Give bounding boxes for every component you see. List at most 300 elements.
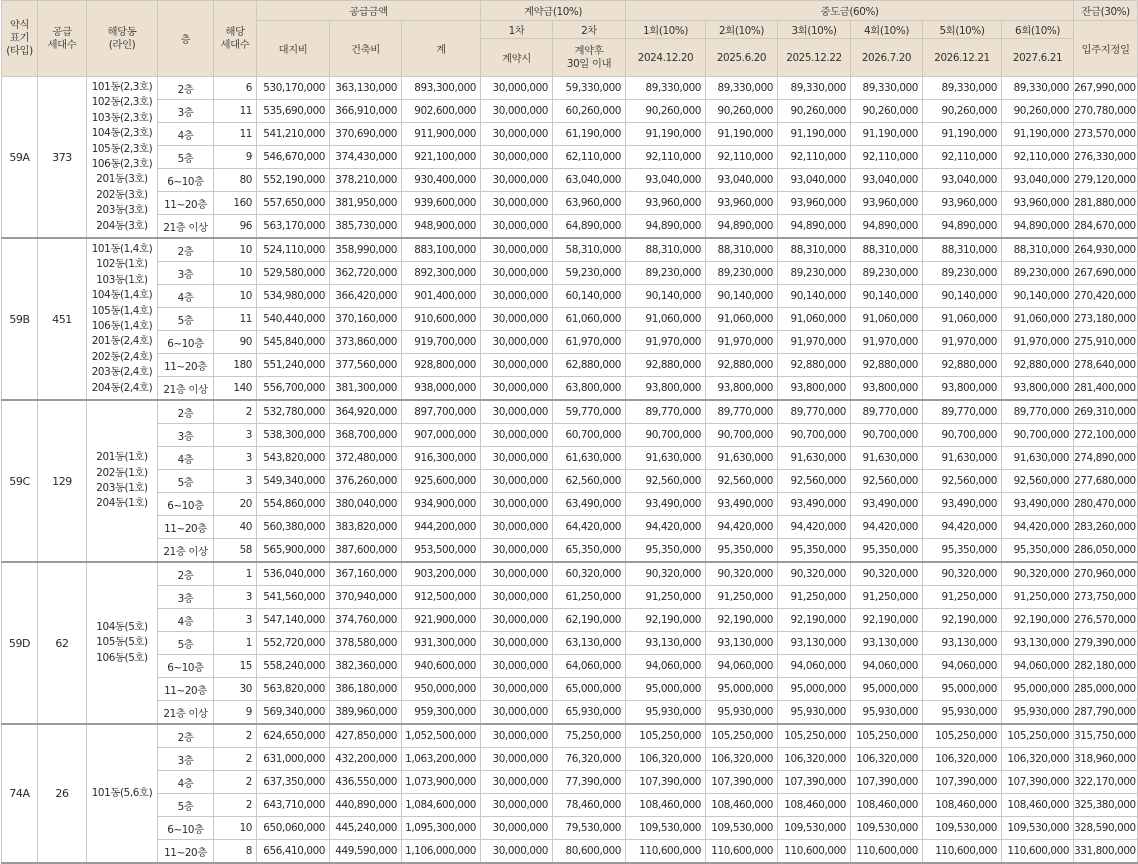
middle-payment-cell: 92,560,000 [778,470,851,493]
middle-payment-cell: 90,260,000 [923,100,1002,123]
middle-payment-cell: 91,630,000 [706,447,778,470]
middle-payment-cell: 92,110,000 [1002,146,1074,169]
deposit-2-cell: 63,800,000 [553,377,626,401]
deposit-1-cell: 30,000,000 [481,424,553,447]
middle-payment-cell: 91,250,000 [1002,586,1074,609]
units-cell: 140 [214,377,257,401]
total-price-cell: 938,000,000 [402,377,481,401]
middle-payment-cell: 90,260,000 [706,100,778,123]
dong-line: 106동(1,4호) [91,320,153,332]
supply-units-header-line: 공급 [52,25,72,38]
deposit-2-cell: 62,560,000 [553,470,626,493]
middle-payment-cell: 110,600,000 [778,840,851,864]
units-cell: 3 [214,424,257,447]
middle-payment-cell: 90,140,000 [706,285,778,308]
middle-payment-cell: 108,460,000 [851,794,923,817]
units-cell: 10 [214,262,257,285]
supply-price-table [1,0,1138,864]
middle-payment-cell: 95,350,000 [851,539,923,563]
total-price-cell: 948,900,000 [402,215,481,239]
middle-payment-cell: 105,250,000 [778,724,851,748]
balance-cell: 285,000,000 [1074,678,1138,701]
balance-cell: 273,750,000 [1074,586,1138,609]
middle-round-date: 2027.6.21 [1002,39,1074,77]
table-row [2,424,1138,447]
balance-cell: 286,050,000 [1074,539,1138,563]
type-cell: 59C [2,400,38,562]
dong-line: 203동(1호) [96,482,148,494]
middle-round-date: 2025.12.22 [778,39,851,77]
units-header [214,1,257,77]
total-price-cell: 903,200,000 [402,562,481,586]
total-price-cell: 921,900,000 [402,609,481,632]
building-price-cell: 374,430,000 [330,146,402,169]
middle-payment-cell: 92,880,000 [706,354,778,377]
deposit-2-when [553,39,626,77]
balance-cell: 272,100,000 [1074,424,1138,447]
middle-payment-cell: 89,770,000 [923,400,1002,424]
building-price-cell: 378,580,000 [330,632,402,655]
land-price-cell: 558,240,000 [257,655,330,678]
middle-payment-cell: 108,460,000 [626,794,706,817]
deposit-2-header: 2차 [553,21,626,39]
deposit-2-cell: 78,460,000 [553,794,626,817]
building-price-cell: 370,160,000 [330,308,402,331]
total-price-cell: 1,052,500,000 [402,724,481,748]
middle-payment-cell: 105,250,000 [1002,724,1074,748]
middle-payment-cell: 94,060,000 [1002,655,1074,678]
dong-line: 204동(3호) [96,219,148,232]
dong-line: 104동(1,4호) [91,289,153,302]
table-header [2,1,1138,77]
units-cell: 2 [214,794,257,817]
deposit-1-cell: 30,000,000 [481,215,553,239]
total-price-cell: 916,300,000 [402,447,481,470]
building-price-cell: 367,160,000 [330,562,402,586]
middle-payment-cell: 90,140,000 [923,285,1002,308]
floor-cell: 2층 [158,400,214,424]
middle-payment-cell: 91,190,000 [706,123,778,146]
middle-payment-cell: 93,800,000 [851,377,923,401]
middle-payment-cell: 93,800,000 [923,377,1002,401]
middle-payment-cell: 93,800,000 [778,377,851,401]
units-cell: 11 [214,123,257,146]
balance-cell: 276,330,000 [1074,146,1138,169]
building-price-cell: 445,240,000 [330,817,402,840]
deposit-2-cell: 65,000,000 [553,678,626,701]
deposit-2-cell: 61,970,000 [553,331,626,354]
table-row [2,262,1138,285]
balance-cell: 269,310,000 [1074,400,1138,424]
dong-line: 103동(2,3호) [91,111,153,124]
middle-payment-cell: 91,970,000 [1002,331,1074,354]
balance-cell: 322,170,000 [1074,771,1138,794]
table-row [2,748,1138,771]
supply-units-cell: 129 [38,400,87,562]
units-cell: 15 [214,655,257,678]
land-price-cell: 536,040,000 [257,562,330,586]
middle-payment-cell: 89,230,000 [626,262,706,285]
middle-payment-cell: 94,060,000 [626,655,706,678]
middle-payment-cell: 107,390,000 [923,771,1002,794]
middle-payment-cell: 91,250,000 [923,586,1002,609]
table-row [2,238,1138,262]
land-price-cell: 532,780,000 [257,400,330,424]
units-cell: 40 [214,516,257,539]
floor-cell: 11~20층 [158,678,214,701]
table-row [2,331,1138,354]
floor-cell: 3층 [158,424,214,447]
middle-payment-cell: 92,110,000 [626,146,706,169]
middle-payment-cell: 93,130,000 [923,632,1002,655]
middle-payment-cell: 93,490,000 [1002,493,1074,516]
middle-payment-cell: 107,390,000 [778,771,851,794]
total-price-cell: 907,000,000 [402,424,481,447]
balance-cell: 282,180,000 [1074,655,1138,678]
units-cell: 10 [214,238,257,262]
deposit-2-cell: 76,320,000 [553,748,626,771]
deposit-1-cell: 30,000,000 [481,516,553,539]
middle-payment-cell: 94,890,000 [626,215,706,239]
units-cell: 2 [214,724,257,748]
land-price-cell: 547,140,000 [257,609,330,632]
middle-payment-cell: 90,260,000 [778,100,851,123]
middle-payment-cell: 92,190,000 [923,609,1002,632]
middle-payment-cell: 88,310,000 [1002,238,1074,262]
floor-cell: 5층 [158,794,214,817]
deposit-2-cell: 62,880,000 [553,354,626,377]
building-price-cell: 370,940,000 [330,586,402,609]
deposit-2-cell: 61,250,000 [553,586,626,609]
type-header [2,1,38,77]
deposit-1-cell: 30,000,000 [481,609,553,632]
land-price-cell: 563,820,000 [257,678,330,701]
units-cell: 30 [214,678,257,701]
middle-payment-cell: 90,700,000 [778,424,851,447]
land-price-cell: 552,720,000 [257,632,330,655]
units-cell: 1 [214,632,257,655]
dong-line: 106동(5호) [96,651,148,664]
supply-units-cell: 62 [38,562,87,724]
deposit-1-cell: 30,000,000 [481,400,553,424]
dong-header-line: 해당동 [107,25,137,38]
floor-cell: 11~20층 [158,354,214,377]
deposit-2-cell: 60,320,000 [553,562,626,586]
land-price-cell: 656,410,000 [257,840,330,864]
middle-payment-cell: 108,460,000 [923,794,1002,817]
dong-header [87,1,158,77]
middle-payment-cell: 91,060,000 [626,308,706,331]
middle-payment-cell: 108,460,000 [778,794,851,817]
total-price-cell: 1,063,200,000 [402,748,481,771]
land-price-cell: 529,580,000 [257,262,330,285]
units-cell: 1 [214,562,257,586]
land-price-cell: 535,690,000 [257,100,330,123]
middle-payment-cell: 91,060,000 [778,308,851,331]
deposit-1-cell: 30,000,000 [481,262,553,285]
middle-payment-cell: 93,490,000 [923,493,1002,516]
balance-cell: 276,570,000 [1074,609,1138,632]
middle-payment-cell: 91,060,000 [923,308,1002,331]
balance-cell: 325,380,000 [1074,794,1138,817]
middle-payment-cell: 93,800,000 [626,377,706,401]
deposit-2-cell: 61,630,000 [553,447,626,470]
deposit-2-cell: 60,700,000 [553,424,626,447]
floor-cell: 3층 [158,262,214,285]
units-cell: 11 [214,308,257,331]
building-price-cell: 381,950,000 [330,192,402,215]
middle-payment-cell: 95,930,000 [778,701,851,725]
supply-units-cell: 26 [38,724,87,863]
middle-payment-cell: 89,230,000 [851,262,923,285]
total-price-cell: 911,900,000 [402,123,481,146]
land-price-cell: 563,170,000 [257,215,330,239]
floor-cell: 3층 [158,100,214,123]
land-price-cell: 637,350,000 [257,771,330,794]
middle-payment-cell: 93,040,000 [706,169,778,192]
land-price-cell: 624,650,000 [257,724,330,748]
middle-payment-cell: 89,770,000 [626,400,706,424]
middle-payment-cell: 90,140,000 [1002,285,1074,308]
deposit-2-cell: 63,490,000 [553,493,626,516]
middle-payment-cell: 93,130,000 [778,632,851,655]
middle-payment-cell: 106,320,000 [706,748,778,771]
dong-line: 203동(3호) [96,204,148,217]
middle-payment-cell: 106,320,000 [626,748,706,771]
dong-line: 204동(1호) [96,497,148,510]
building-price-cell: 377,560,000 [330,354,402,377]
table-row [2,701,1138,725]
middle-payment-cell: 91,630,000 [851,447,923,470]
dong-line: 102동(1호) [96,258,148,271]
balance-cell: 284,670,000 [1074,215,1138,239]
floor-cell: 11~20층 [158,192,214,215]
middle-payment-cell: 90,700,000 [851,424,923,447]
middle-round-date: 2025.6.20 [706,39,778,77]
balance-cell: 315,750,000 [1074,724,1138,748]
units-cell: 9 [214,701,257,725]
table-row [2,447,1138,470]
middle-payment-cell: 91,190,000 [851,123,923,146]
land-price-cell: 549,340,000 [257,470,330,493]
balance-cell: 318,960,000 [1074,748,1138,771]
land-price-cell: 530,170,000 [257,77,330,100]
floor-cell: 2층 [158,724,214,748]
middle-payment-cell: 88,310,000 [706,238,778,262]
middle-round-header: 3회(10%) [778,21,851,39]
middle-payment-cell: 89,770,000 [778,400,851,424]
deposit-1-cell: 30,000,000 [481,748,553,771]
middle-payment-cell: 110,600,000 [626,840,706,864]
middle-payment-cell: 107,390,000 [626,771,706,794]
balance-cell: 279,390,000 [1074,632,1138,655]
middle-payment-cell: 90,700,000 [706,424,778,447]
total-price-cell: 893,300,000 [402,77,481,100]
deposit-2-cell: 61,190,000 [553,123,626,146]
middle-payment-cell: 95,350,000 [1002,539,1074,563]
middle-payment-cell: 95,350,000 [778,539,851,563]
building-price-cell: 385,730,000 [330,215,402,239]
middle-payment-cell: 91,250,000 [778,586,851,609]
middle-payment-cell: 95,350,000 [706,539,778,563]
building-price-cell: 376,260,000 [330,470,402,493]
balance-cell: 264,930,000 [1074,238,1138,262]
balance-cell: 331,800,000 [1074,840,1138,864]
middle-payment-cell: 93,040,000 [851,169,923,192]
middle-payment-cell: 92,560,000 [626,470,706,493]
middle-payment-cell: 89,770,000 [706,400,778,424]
deposit-1-cell: 30,000,000 [481,539,553,563]
units-cell: 2 [214,400,257,424]
deposit-2-cell: 65,350,000 [553,539,626,563]
dong-line: 203동(2,4호) [91,366,153,379]
middle-payment-cell: 93,040,000 [923,169,1002,192]
land-price-cell: 545,840,000 [257,331,330,354]
building-price-cell: 364,920,000 [330,400,402,424]
table-row [2,562,1138,586]
land-price-cell: 569,340,000 [257,701,330,725]
middle-payment-cell: 93,490,000 [626,493,706,516]
middle-payment-cell: 94,060,000 [923,655,1002,678]
deposit-1-cell: 30,000,000 [481,192,553,215]
deposit-1-cell: 30,000,000 [481,146,553,169]
middle-payment-cell: 93,490,000 [778,493,851,516]
balance-cell: 277,680,000 [1074,470,1138,493]
middle-payment-cell: 92,880,000 [778,354,851,377]
units-cell: 8 [214,840,257,864]
middle-payment-cell: 109,530,000 [923,817,1002,840]
middle-payment-cell: 91,190,000 [778,123,851,146]
middle-payment-cell: 89,230,000 [706,262,778,285]
table-row [2,493,1138,516]
middle-payment-cell: 106,320,000 [851,748,923,771]
units-cell: 20 [214,493,257,516]
building-price-cell: 362,720,000 [330,262,402,285]
deposit-2-cell: 64,890,000 [553,215,626,239]
middle-payment-cell: 92,190,000 [778,609,851,632]
floor-cell: 11~20층 [158,516,214,539]
middle-payment-cell: 92,880,000 [923,354,1002,377]
table-row [2,609,1138,632]
deposit-2-cell: 59,330,000 [553,77,626,100]
middle-payment-cell: 92,880,000 [626,354,706,377]
middle-payment-cell: 93,960,000 [923,192,1002,215]
middle-payment-cell: 95,000,000 [1002,678,1074,701]
building-price-cell: 389,960,000 [330,701,402,725]
middle-payment-cell: 90,320,000 [923,562,1002,586]
supply-units-header [38,1,87,77]
middle-payment-cell: 90,140,000 [626,285,706,308]
table-row [2,285,1138,308]
middle-payment-cell: 89,230,000 [923,262,1002,285]
deposit-2-cell: 58,310,000 [553,238,626,262]
building-price-cell: 382,360,000 [330,655,402,678]
middle-payment-cell: 94,420,000 [851,516,923,539]
total-price-cell: 928,800,000 [402,354,481,377]
table-row [2,539,1138,563]
middle-payment-cell: 92,560,000 [923,470,1002,493]
units-cell: 3 [214,609,257,632]
middle-payment-cell: 92,110,000 [706,146,778,169]
floor-cell: 2층 [158,562,214,586]
deposit-2-when-line: 30일 이내 [566,57,612,70]
table-row [2,771,1138,794]
floor-cell: 6~10층 [158,817,214,840]
middle-round-header: 6회(10%) [1002,21,1074,39]
land-price-cell: 541,560,000 [257,586,330,609]
land-price-cell: 551,240,000 [257,354,330,377]
units-cell: 9 [214,146,257,169]
middle-payment-cell: 91,060,000 [851,308,923,331]
floor-cell: 5층 [158,308,214,331]
building-price-cell: 387,600,000 [330,539,402,563]
middle-payment-cell: 91,630,000 [778,447,851,470]
table-body [2,77,1138,864]
deposit-header: 계약금(10%) [481,1,626,21]
deposit-1-cell: 30,000,000 [481,285,553,308]
table-row [2,354,1138,377]
middle-payment-cell: 89,330,000 [923,77,1002,100]
middle-payment-cell: 89,230,000 [1002,262,1074,285]
land-price-cell: 534,980,000 [257,285,330,308]
middle-payment-cell: 90,320,000 [706,562,778,586]
floor-header: 층 [158,1,214,77]
deposit-2-cell: 59,230,000 [553,262,626,285]
land-price-cell: 560,380,000 [257,516,330,539]
floor-cell: 6~10층 [158,493,214,516]
middle-round-header: 2회(10%) [706,21,778,39]
units-header-line: 세대수 [220,38,250,51]
deposit-2-cell: 65,930,000 [553,701,626,725]
middle-payment-cell: 90,700,000 [1002,424,1074,447]
deposit-1-cell: 30,000,000 [481,771,553,794]
total-price-cell: 919,700,000 [402,331,481,354]
deposit-1-cell: 30,000,000 [481,724,553,748]
middle-payment-cell: 94,060,000 [778,655,851,678]
middle-payment-cell: 93,040,000 [778,169,851,192]
middle-payment-cell: 91,970,000 [923,331,1002,354]
total-price-cell: 1,106,000,000 [402,840,481,864]
middle-payment-cell: 95,930,000 [1002,701,1074,725]
deposit-2-cell: 63,960,000 [553,192,626,215]
middle-payment-cell: 93,130,000 [1002,632,1074,655]
middle-payment-cell: 94,890,000 [706,215,778,239]
balance-cell: 280,470,000 [1074,493,1138,516]
table-row [2,724,1138,748]
table-row [2,470,1138,493]
table-row [2,377,1138,401]
total-header: 계 [402,21,481,77]
floor-cell: 21층 이상 [158,215,214,239]
balance-cell: 328,590,000 [1074,817,1138,840]
middle-payment-cell: 109,530,000 [626,817,706,840]
land-price-cell: 565,900,000 [257,539,330,563]
table-row [2,586,1138,609]
middle-payment-cell: 91,190,000 [1002,123,1074,146]
table-row [2,632,1138,655]
middle-payment-cell: 93,490,000 [706,493,778,516]
floor-cell: 3층 [158,748,214,771]
deposit-1-cell: 30,000,000 [481,308,553,331]
type-cell: 59D [2,562,38,724]
units-cell: 6 [214,77,257,100]
floor-cell: 4층 [158,609,214,632]
building-price-cell: 427,850,000 [330,724,402,748]
middle-payment-cell: 94,420,000 [923,516,1002,539]
land-price-cell: 556,700,000 [257,377,330,401]
middle-payment-cell: 90,700,000 [626,424,706,447]
middle-payment-cell: 110,600,000 [706,840,778,864]
